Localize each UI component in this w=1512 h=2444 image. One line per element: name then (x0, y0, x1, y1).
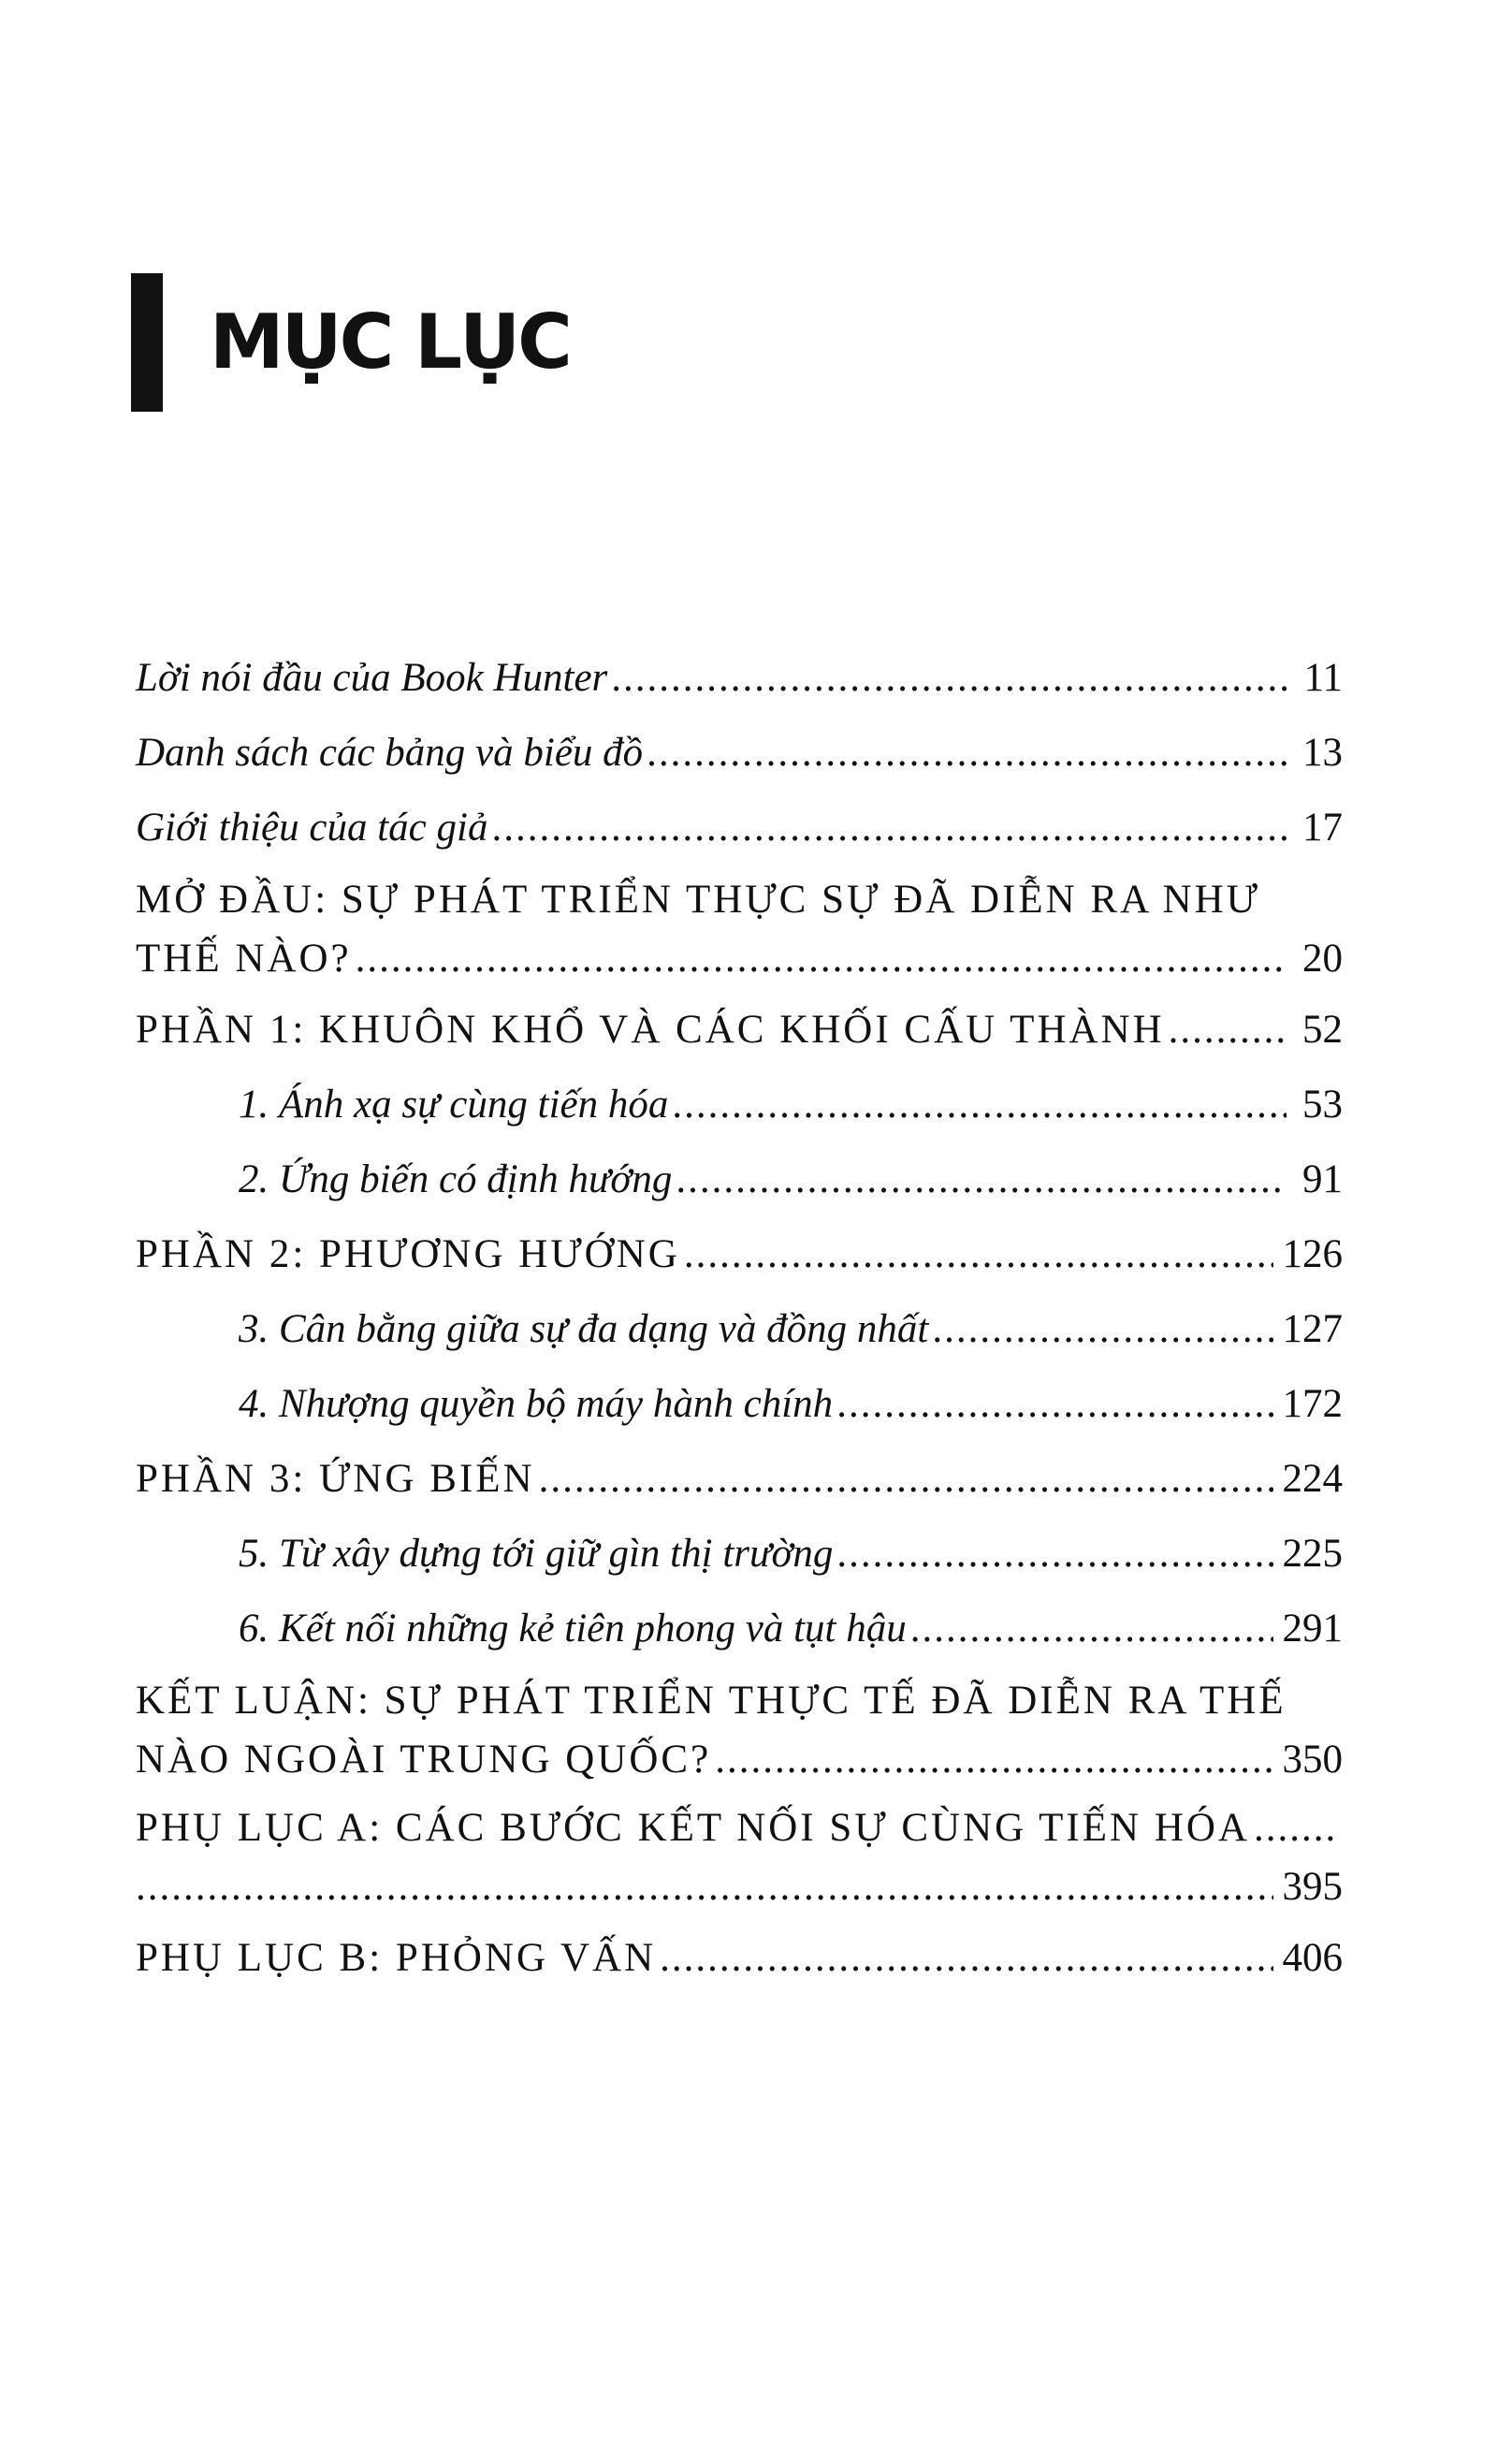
dot-leader (611, 646, 1287, 711)
toc-entry-page: 91 (1302, 1157, 1343, 1201)
toc-entry-title: PHẦN 3: ỨNG BIẾN (136, 1457, 535, 1501)
dot-leader (660, 1926, 1272, 1991)
toc-entry-chapter-3 (239, 1297, 1343, 1362)
toc-entry-list-of-tables (136, 720, 1343, 786)
dot-leader (910, 1596, 1273, 1662)
dot-leader (136, 1857, 1273, 1916)
toc-entry-title-line1: MỞ ĐẦU: SỰ PHÁT TRIỂN THỰC SỰ ĐÃ DIỄN RA NHƯ (136, 878, 1260, 922)
toc-entry-appendix-b (136, 1926, 1343, 1991)
dot-leader (491, 795, 1287, 861)
toc-entry-page: 20 (1302, 937, 1343, 981)
toc-entry-title-line2: NÀO NGOÀI TRUNG QUỐC? (136, 1738, 712, 1782)
dot-leader (684, 1222, 1273, 1287)
dot-leader (539, 1447, 1273, 1512)
toc-entry-title: Danh sách các bảng và biểu đồ (136, 731, 644, 775)
toc-entry-title: PHẦN 2: PHƯƠNG HƯỚNG (136, 1232, 680, 1276)
toc-entry-page: 225 (1282, 1532, 1343, 1576)
toc-entry-title: 5. Từ xây dựng tới giữ gìn thị trường (239, 1532, 834, 1576)
toc-entry-title-line1: KẾT LUẬN: SỰ PHÁT TRIỂN THỰC TẾ ĐÃ DIỄN RA THẾ (136, 1679, 1287, 1723)
dot-leader (1254, 1798, 1333, 1857)
toc-entry-chapter-6 (239, 1596, 1343, 1662)
toc-entry-title: 4. Nhượng quyền bộ máy hành chính (239, 1382, 834, 1426)
toc-entry-conclusion (136, 1671, 1343, 1789)
toc-entry-part-1 (136, 997, 1343, 1063)
dot-leader (836, 1521, 1272, 1587)
dot-leader (672, 1072, 1287, 1138)
toc-entry-page: 11 (1303, 656, 1343, 700)
toc-entry-page: 127 (1282, 1307, 1343, 1351)
toc-entry-appendix-a (136, 1798, 1343, 1916)
dot-leader (715, 1730, 1272, 1789)
page-title: MỤC LỤC (210, 298, 570, 386)
toc-entry-page: 224 (1282, 1457, 1343, 1501)
toc-entry-chapter-2 (239, 1147, 1343, 1213)
toc-entry-page: 406 (1282, 1936, 1343, 1980)
toc-entry-page: 350 (1282, 1738, 1343, 1782)
toc-entry-title: PHẦN 1: KHUÔN KHỔ VÀ CÁC KHỐI CẤU THÀNH (136, 1008, 1165, 1052)
toc-entry-chapter-1 (239, 1072, 1343, 1138)
toc-entry-page: 395 (1282, 1865, 1343, 1909)
toc-entry-preface (136, 870, 1343, 988)
toc-entry-part-2 (136, 1222, 1343, 1287)
toc-entry-foreword (136, 646, 1343, 711)
toc-entry-author-intro (136, 795, 1343, 861)
toc-entry-page: 291 (1282, 1607, 1343, 1651)
toc-heading (131, 273, 570, 412)
dot-leader (836, 1372, 1272, 1437)
toc-entry-chapter-5 (239, 1521, 1343, 1587)
toc-entry-page: 53 (1302, 1083, 1343, 1127)
heading-bar (131, 273, 163, 412)
toc-entry-title-line1: PHỤ LỤC A: CÁC BƯỚC KẾT NỐI SỰ CÙNG TIẾN HÓA (136, 1806, 1250, 1850)
table-of-contents (136, 646, 1343, 2000)
dot-leader (1169, 997, 1287, 1063)
toc-entry-title: PHỤ LỤC B: PHỎNG VẤN (136, 1936, 657, 1980)
toc-entry-page: 52 (1302, 1008, 1343, 1052)
toc-entry-part-3 (136, 1447, 1343, 1512)
toc-entry-title: 6. Kết nối những kẻ tiên phong và tụt hậu (239, 1607, 907, 1651)
toc-entry-chapter-4 (239, 1372, 1343, 1437)
toc-entry-title: 3. Cân bằng giữa sự đa dạng và đồng nhất (239, 1307, 929, 1351)
toc-entry-title: 1. Ánh xạ sự cùng tiến hóa (239, 1083, 669, 1127)
dot-leader (676, 1147, 1287, 1213)
toc-entry-title: 2. Ứng biến có định hướng (239, 1157, 673, 1201)
toc-entry-title: Giới thiệu của tác giả (136, 806, 488, 850)
toc-entry-title: Lời nói đầu của Book Hunter (136, 656, 608, 700)
toc-entry-page: 17 (1302, 806, 1343, 850)
toc-entry-page: 13 (1302, 731, 1343, 775)
dot-leader (356, 929, 1287, 988)
dot-leader (647, 720, 1287, 786)
toc-entry-page: 172 (1282, 1382, 1343, 1426)
toc-entry-title-line2: THẾ NÀO? (136, 937, 352, 981)
dot-leader (932, 1297, 1272, 1362)
toc-entry-page: 126 (1282, 1232, 1343, 1276)
